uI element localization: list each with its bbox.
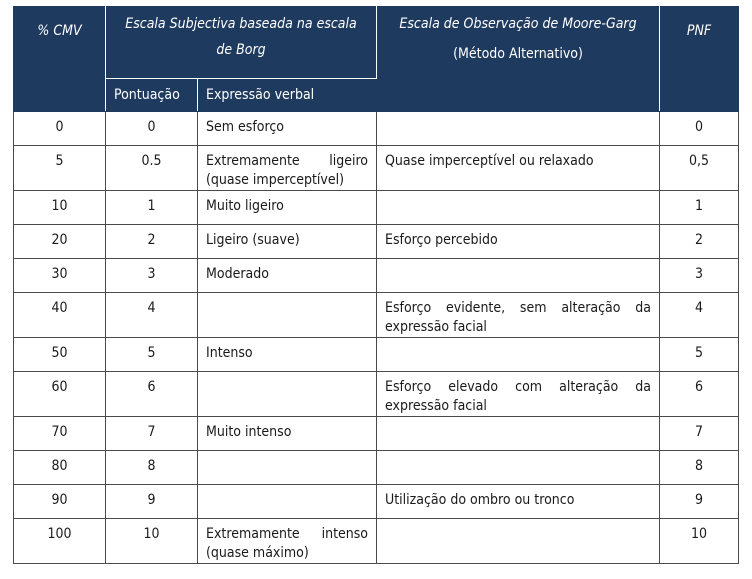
- cell-cmv: 10: [14, 191, 106, 225]
- cell-pnf: 4: [660, 293, 739, 338]
- cell-moore-garg: [377, 191, 660, 225]
- cell-expressao: [198, 293, 377, 338]
- table-row: [14, 259, 739, 293]
- cell-moore-garg: [377, 519, 660, 564]
- cell-pontuacao: 5: [106, 338, 198, 372]
- cell-moore-garg: Esforço evidente, sem alteração da expressão facial: [377, 293, 660, 338]
- cell-cmv: 30: [14, 259, 106, 293]
- cell-moore-garg: [377, 338, 660, 372]
- cell-pnf: 5: [660, 338, 739, 372]
- cell-expressao: Moderado: [198, 259, 377, 293]
- cell-cmv: 70: [14, 417, 106, 451]
- cell-pontuacao: 0.5: [106, 146, 198, 191]
- table-row: [14, 146, 739, 191]
- cell-expressao: Extremamente intenso (quase máximo): [198, 519, 377, 564]
- table-row: [14, 451, 739, 485]
- table-row: [14, 225, 739, 259]
- cell-pnf: 0,5: [660, 146, 739, 191]
- cell-pontuacao: 0: [106, 112, 198, 146]
- cell-pontuacao: 2: [106, 225, 198, 259]
- cell-moore-garg: [377, 451, 660, 485]
- table-row: [14, 293, 739, 338]
- header-expressao-verbal: Expressão verbal: [198, 79, 377, 112]
- cell-pnf: 6: [660, 372, 739, 417]
- header-cmv: % CMV: [14, 7, 106, 112]
- cell-expressao: [198, 485, 377, 519]
- cell-expressao: Ligeiro (suave): [198, 225, 377, 259]
- cell-expressao: [198, 372, 377, 417]
- cell-moore-garg: [377, 112, 660, 146]
- cell-cmv: 5: [14, 146, 106, 191]
- cell-pontuacao: 3: [106, 259, 198, 293]
- cell-cmv: 0: [14, 112, 106, 146]
- cell-moore-garg: [377, 259, 660, 293]
- cell-pontuacao: 6: [106, 372, 198, 417]
- cell-cmv: 90: [14, 485, 106, 519]
- cell-cmv: 100: [14, 519, 106, 564]
- header-borg-line1: Escala Subjectiva baseada na escala: [125, 16, 357, 32]
- cell-moore-garg: Esforço percebido: [377, 225, 660, 259]
- cell-moore-garg: Esforço elevado com alteração da expressão facial: [377, 372, 660, 417]
- cell-expressao: Intenso: [198, 338, 377, 372]
- table-row: [14, 485, 739, 519]
- cell-pnf: 2: [660, 225, 739, 259]
- table-row: [14, 338, 739, 372]
- cell-pnf: 0: [660, 112, 739, 146]
- header-moore-subtitle: (Método Alternativo): [453, 46, 583, 62]
- effort-scale-table: [13, 6, 739, 564]
- cell-cmv: 40: [14, 293, 106, 338]
- table-row: [14, 372, 739, 417]
- header-moore-title: Escala de Observação de Moore-Garg: [399, 16, 637, 32]
- cell-pontuacao: 4: [106, 293, 198, 338]
- table-body: [14, 112, 739, 564]
- table-row: [14, 417, 739, 451]
- cell-expressao: Extremamente ligeiro (quase imperceptível): [198, 146, 377, 191]
- cell-moore-garg: Utilização do ombro ou tronco: [377, 485, 660, 519]
- header-moore-garg: [377, 7, 660, 112]
- cell-pontuacao: 9: [106, 485, 198, 519]
- cell-expressao: Muito intenso: [198, 417, 377, 451]
- table-row: [14, 112, 739, 146]
- cell-pontuacao: 1: [106, 191, 198, 225]
- cell-pnf: 10: [660, 519, 739, 564]
- cell-moore-garg: [377, 417, 660, 451]
- cell-pnf: 7: [660, 417, 739, 451]
- cell-expressao: Muito ligeiro: [198, 191, 377, 225]
- cell-pnf: 9: [660, 485, 739, 519]
- cell-moore-garg: Quase imperceptível ou relaxado: [377, 146, 660, 191]
- table-row: [14, 191, 739, 225]
- cell-cmv: 80: [14, 451, 106, 485]
- cell-pnf: 1: [660, 191, 739, 225]
- cell-pontuacao: 8: [106, 451, 198, 485]
- header-borg-scale: [106, 7, 377, 79]
- cell-expressao: [198, 451, 377, 485]
- cell-cmv: 60: [14, 372, 106, 417]
- table-row: [14, 519, 739, 564]
- cell-cmv: 20: [14, 225, 106, 259]
- cell-pontuacao: 10: [106, 519, 198, 564]
- cell-expressao: Sem esforço: [198, 112, 377, 146]
- cell-pnf: 8: [660, 451, 739, 485]
- cell-pnf: 3: [660, 259, 739, 293]
- table-header: [14, 7, 739, 112]
- header-pontuacao: Pontuação: [106, 79, 198, 112]
- header-borg-line2: de Borg: [216, 42, 266, 58]
- header-pnf: PNF: [660, 7, 739, 112]
- cell-cmv: 50: [14, 338, 106, 372]
- cell-pontuacao: 7: [106, 417, 198, 451]
